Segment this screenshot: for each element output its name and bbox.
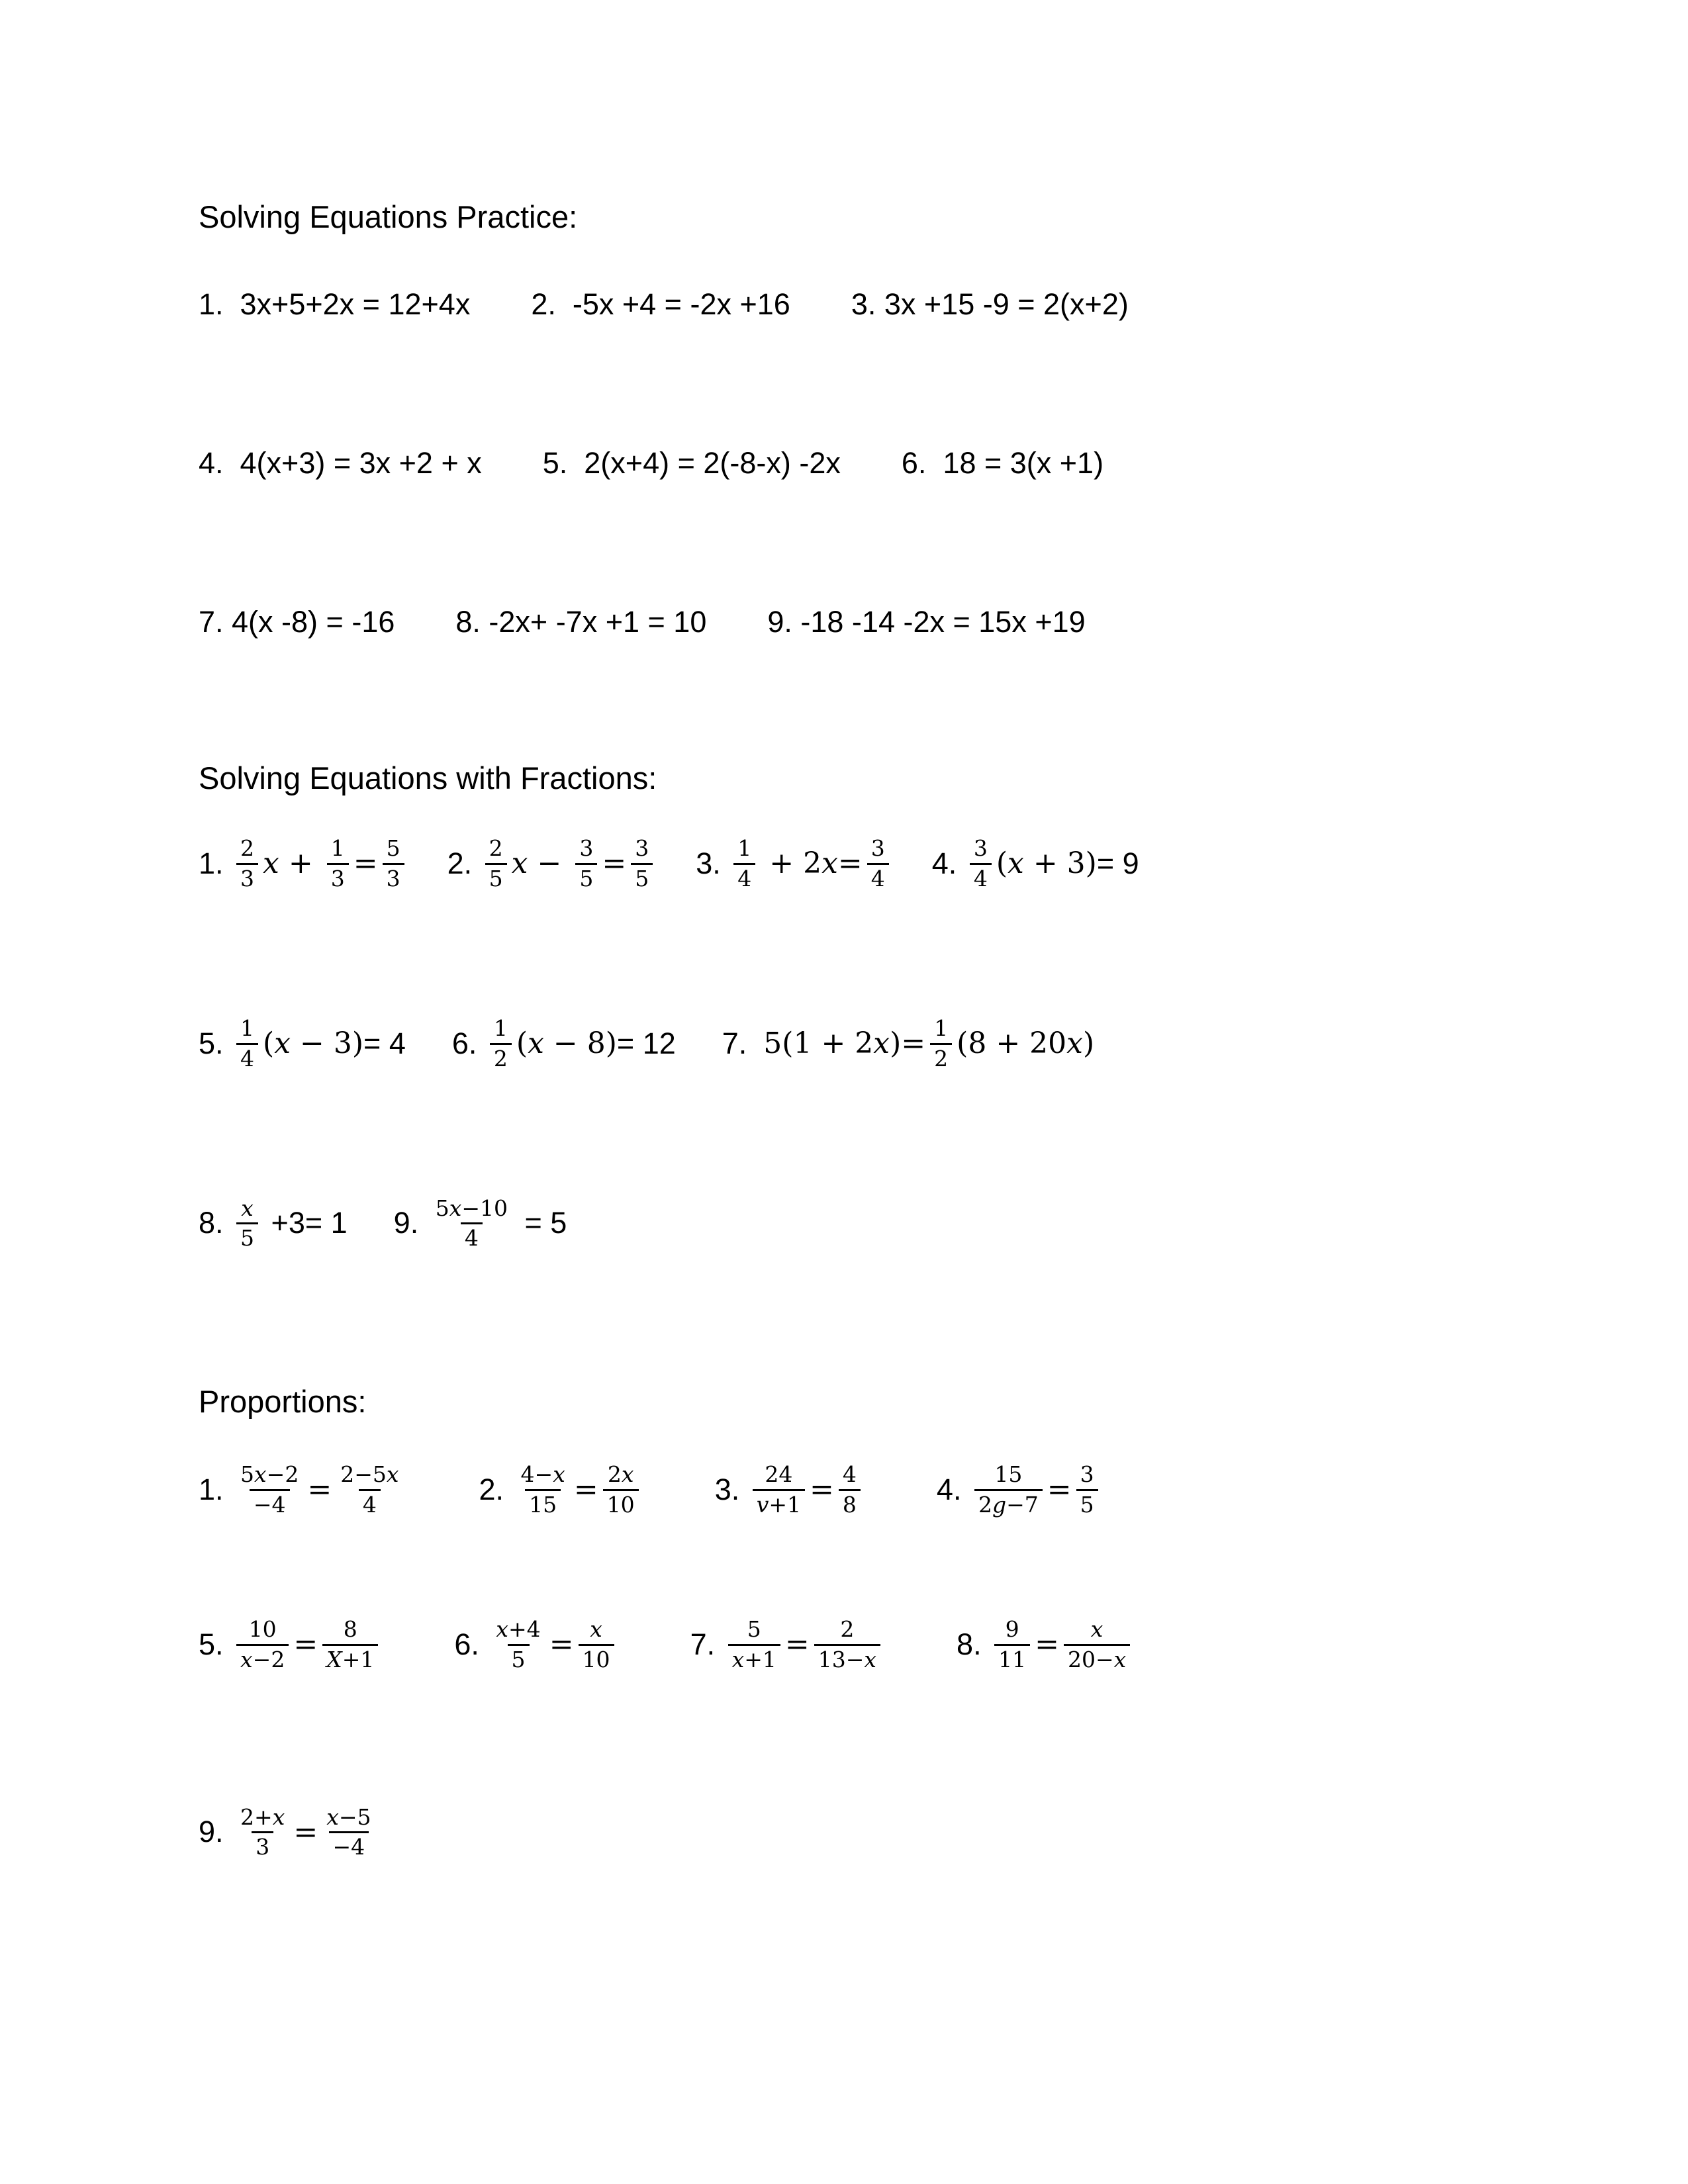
section-proportions xyxy=(199,1383,1536,1860)
fraction xyxy=(322,1617,378,1672)
fraction-numerator: x+4 xyxy=(496,1615,541,1642)
fraction xyxy=(733,836,755,891)
fraction xyxy=(753,1462,805,1518)
equation-item xyxy=(452,1016,676,1071)
math-token: = xyxy=(784,1627,810,1662)
fraction xyxy=(839,1462,861,1518)
fraction-denominator: −4 xyxy=(329,1831,369,1860)
fraction xyxy=(236,1617,289,1672)
equation-row xyxy=(199,1617,1536,1672)
fraction xyxy=(1076,1462,1098,1518)
fraction xyxy=(383,836,404,891)
fraction-denominator: 4 xyxy=(461,1222,483,1251)
math-token: = xyxy=(293,1627,318,1662)
math-variable: x xyxy=(553,1461,565,1487)
fraction-denominator: X+1 xyxy=(322,1644,378,1672)
equation-item xyxy=(394,1196,567,1251)
fraction-numerator: 4 xyxy=(842,1461,857,1487)
fraction xyxy=(485,836,507,891)
fraction-numerator: x−5 xyxy=(326,1803,371,1830)
math-token: = xyxy=(1047,1473,1072,1507)
fraction xyxy=(236,836,258,891)
math-token: + 2x= xyxy=(760,846,863,881)
equation-item xyxy=(447,836,658,891)
math-variable: x xyxy=(326,1803,339,1830)
fraction-denominator: −4 xyxy=(250,1489,290,1518)
math-variable: x xyxy=(864,1646,877,1672)
text-token: = 5 xyxy=(516,1206,567,1240)
fraction-numerator: 5 xyxy=(747,1615,761,1642)
text-token: 9. xyxy=(393,1206,427,1240)
equation-row xyxy=(199,836,1536,891)
math-variable: x xyxy=(511,846,528,881)
fraction-numerator: 3 xyxy=(973,835,988,861)
math-token: 5(1 + 2x)= xyxy=(763,1026,926,1061)
fraction xyxy=(970,836,992,891)
fraction xyxy=(490,1016,512,1071)
section-title: Solving Equations Practice: xyxy=(199,199,578,234)
fraction-numerator: 2 xyxy=(240,835,255,861)
equation-item xyxy=(937,1462,1103,1518)
fraction xyxy=(814,1617,880,1672)
math-variable: x xyxy=(274,1026,291,1061)
fraction xyxy=(603,1462,639,1518)
fraction-denominator: 10 xyxy=(579,1644,614,1672)
fraction-numerator: 2 xyxy=(489,835,503,861)
fraction-numerator xyxy=(237,1196,258,1223)
fraction-denominator: 5 xyxy=(485,863,507,891)
equation-row xyxy=(199,446,1536,480)
math-token: x − xyxy=(511,846,571,881)
equation-row xyxy=(199,1196,1536,1251)
math-variable: x xyxy=(272,1803,285,1830)
worksheet-content xyxy=(199,199,1536,1860)
text-token: 4. xyxy=(936,1472,970,1506)
fraction-numerator xyxy=(1087,1617,1107,1644)
fraction-numerator: 3 xyxy=(635,835,649,861)
fraction-numerator: 4−x xyxy=(520,1461,565,1487)
text-token: +3= 1 xyxy=(263,1206,348,1240)
equation-item xyxy=(696,836,894,891)
text-token: 2. xyxy=(479,1472,512,1506)
fraction-denominator: x−2 xyxy=(236,1644,289,1672)
math-token: (x − 8) xyxy=(516,1026,617,1061)
section-solving-equations-with-fractions xyxy=(199,760,1536,1251)
fraction xyxy=(930,1016,952,1071)
math-variable: x xyxy=(821,846,838,881)
equation-item xyxy=(767,605,1085,639)
fraction-numerator: 2−5x xyxy=(340,1461,399,1487)
text-token: 6. xyxy=(451,1026,485,1060)
equation-item xyxy=(199,1805,379,1860)
fraction-numerator: 10 xyxy=(248,1615,277,1642)
equation-row xyxy=(199,605,1536,639)
equation-item xyxy=(199,1617,383,1672)
section-solving-equations-practice xyxy=(199,199,1536,639)
fraction-denominator: 13−x xyxy=(814,1644,880,1672)
equation-item xyxy=(543,446,841,480)
equation-item xyxy=(479,1462,643,1518)
fraction-denominator: 15 xyxy=(525,1489,561,1518)
fraction-numerator: 1 xyxy=(240,1015,255,1041)
fraction-numerator: 5x−2 xyxy=(240,1461,299,1487)
math-variable: x xyxy=(254,1461,267,1487)
fraction-denominator: 2g−7 xyxy=(974,1489,1043,1518)
fraction-denominator: 4 xyxy=(733,863,755,891)
text-token: 5. 2(x+4) = 2(-8-x) -2x xyxy=(542,446,841,480)
math-variable: x xyxy=(590,1615,602,1642)
math-token: = xyxy=(1035,1627,1059,1662)
fraction-denominator: 11 xyxy=(994,1644,1030,1672)
text-token: 8. xyxy=(199,1206,232,1240)
math-variable: x xyxy=(240,1646,253,1672)
math-variable: x xyxy=(386,1461,399,1487)
text-token: 2. xyxy=(447,846,481,880)
fraction-denominator: v+1 xyxy=(753,1489,805,1518)
equation-item xyxy=(199,1462,407,1518)
fraction xyxy=(728,1617,780,1672)
fraction-numerator: 3 xyxy=(870,835,885,861)
text-token: 6. xyxy=(454,1627,488,1661)
text-token: 1. xyxy=(199,1472,232,1506)
math-variable: x xyxy=(449,1195,462,1221)
fraction-denominator: 2 xyxy=(490,1043,512,1071)
math-variable: x xyxy=(1008,846,1024,881)
text-token: 9. -18 -14 -2x = 15x +19 xyxy=(767,605,1086,639)
math-variable: x xyxy=(1113,1646,1127,1672)
math-token: = xyxy=(602,846,627,881)
text-token: 6. 18 = 3(x +1) xyxy=(901,446,1104,480)
section-title: Solving Equations with Fractions: xyxy=(199,760,657,796)
equation-item xyxy=(531,287,790,322)
fraction-denominator: 5 xyxy=(575,863,597,891)
equation-item xyxy=(957,1617,1135,1672)
text-token: 9. xyxy=(199,1815,232,1849)
text-token: 3. xyxy=(714,1472,748,1506)
fraction xyxy=(322,1805,375,1860)
math-token: = xyxy=(293,1815,318,1849)
text-token: = 12 xyxy=(616,1026,676,1060)
fraction-numerator: 1 xyxy=(737,835,752,861)
math-token: (x + 3) xyxy=(996,846,1097,881)
fraction-denominator: 3 xyxy=(327,863,349,891)
fraction-denominator: 8 xyxy=(839,1489,861,1518)
section-title: Proportions: xyxy=(199,1384,367,1420)
equation-item xyxy=(199,1016,406,1071)
math-variable: x xyxy=(496,1615,509,1642)
math-token: x + xyxy=(263,846,322,881)
fraction-denominator: 20−x xyxy=(1064,1644,1130,1672)
text-token: 8. -2x+ -7x +1 = 10 xyxy=(455,605,707,639)
text-token: 3. xyxy=(696,846,729,880)
fraction-numerator: 5 xyxy=(386,835,400,861)
text-token: 7. xyxy=(690,1627,724,1661)
fraction-denominator: 5 xyxy=(508,1644,530,1672)
fraction-numerator: 3 xyxy=(579,835,594,861)
math-variable: x xyxy=(263,846,279,881)
fraction xyxy=(517,1462,569,1518)
fraction xyxy=(1064,1617,1130,1672)
math-variable: x xyxy=(241,1195,254,1221)
equation-row xyxy=(199,1805,1536,1860)
fraction-denominator: 3 xyxy=(252,1831,273,1860)
text-token: 4. 4(x+3) = 3x +2 + x xyxy=(199,446,482,480)
fraction-denominator: 4 xyxy=(970,863,992,891)
equation-item xyxy=(902,446,1103,480)
equation-item xyxy=(199,605,395,639)
text-token: 1. 3x+5+2x = 12+4x xyxy=(199,287,471,322)
fraction xyxy=(994,1617,1030,1672)
equation-item xyxy=(690,1617,885,1672)
text-token: 7. xyxy=(722,1026,764,1060)
text-token: 1. xyxy=(199,846,232,880)
equation-item xyxy=(454,1617,618,1672)
math-variable: X xyxy=(326,1646,342,1672)
fraction xyxy=(492,1617,544,1672)
text-token: = 4 xyxy=(363,1026,406,1060)
math-variable: x xyxy=(731,1646,745,1672)
fraction-numerator: 2x xyxy=(607,1461,634,1487)
math-variable: x xyxy=(528,1026,544,1061)
text-token: 2. -5x +4 = -2x +16 xyxy=(531,287,790,322)
fraction xyxy=(336,1462,402,1518)
equation-row xyxy=(199,287,1536,322)
math-variable: x xyxy=(1066,1026,1083,1061)
fraction-denominator: 4 xyxy=(359,1489,381,1518)
math-variable: x xyxy=(621,1461,634,1487)
fraction xyxy=(327,836,349,891)
math-token: (8 + 20x) xyxy=(957,1026,1095,1061)
fraction-numerator: 3 xyxy=(1080,1461,1094,1487)
fraction xyxy=(236,1016,258,1071)
equation-row xyxy=(199,1462,1536,1518)
fraction-denominator: 3 xyxy=(383,863,404,891)
math-variable: x xyxy=(1090,1615,1103,1642)
fraction-denominator: 4 xyxy=(867,863,889,891)
fraction-denominator: 3 xyxy=(236,863,258,891)
fraction xyxy=(236,1805,289,1860)
fraction-denominator: 5 xyxy=(236,1222,258,1251)
fraction xyxy=(236,1462,303,1518)
math-variable: g xyxy=(992,1491,1007,1518)
equation-item xyxy=(199,446,482,480)
fraction-numerator: 1 xyxy=(330,835,345,861)
math-token: (x − 3) xyxy=(263,1026,364,1061)
math-variable: v xyxy=(756,1491,769,1518)
math-variable: x xyxy=(873,1026,890,1061)
fraction-numerator: 2 xyxy=(840,1615,855,1642)
fraction-denominator: 5 xyxy=(1076,1489,1098,1518)
text-token: 4. xyxy=(931,846,965,880)
fraction-numerator: 24 xyxy=(765,1461,793,1487)
fraction xyxy=(974,1462,1043,1518)
equation-item xyxy=(851,287,1129,322)
fraction-denominator: x+1 xyxy=(728,1644,780,1672)
math-token: = xyxy=(549,1627,574,1662)
equation-item xyxy=(199,836,409,891)
equation-item xyxy=(715,1462,865,1518)
fraction xyxy=(867,836,889,891)
fraction-numerator: 8 xyxy=(343,1615,357,1642)
fraction-numerator: 1 xyxy=(493,1015,508,1041)
fraction-numerator: 15 xyxy=(994,1461,1023,1487)
fraction-numerator: 1 xyxy=(934,1015,949,1041)
fraction-numerator: 9 xyxy=(1005,1615,1019,1642)
fraction-numerator: 2+x xyxy=(240,1803,285,1830)
fraction-numerator xyxy=(586,1617,606,1644)
fraction xyxy=(575,836,597,891)
text-token: 5. xyxy=(199,1627,232,1661)
fraction-denominator: 10 xyxy=(603,1489,639,1518)
fraction xyxy=(631,836,653,891)
fraction xyxy=(432,1196,512,1251)
fraction-denominator: 4 xyxy=(236,1043,258,1071)
equation-item xyxy=(199,287,470,322)
fraction-denominator: 2 xyxy=(930,1043,952,1071)
equation-row xyxy=(199,1016,1536,1071)
fraction-numerator: 5x−10 xyxy=(435,1195,508,1221)
math-token: = xyxy=(810,1473,834,1507)
math-token: = xyxy=(353,846,378,881)
equation-item xyxy=(722,1016,1094,1071)
math-token: = xyxy=(307,1473,332,1507)
text-token: 3. 3x +15 -9 = 2(x+2) xyxy=(851,287,1129,322)
text-token: 8. xyxy=(957,1627,990,1661)
text-token: 5. xyxy=(199,1026,232,1060)
equation-item xyxy=(455,605,706,639)
equation-item xyxy=(199,1196,348,1251)
fraction-denominator: 5 xyxy=(631,863,653,891)
text-token: = 9 xyxy=(1096,846,1139,880)
math-token: = xyxy=(573,1473,598,1507)
fraction xyxy=(579,1617,614,1672)
equation-item xyxy=(932,836,1139,891)
text-token: 7. 4(x -8) = -16 xyxy=(199,605,395,639)
fraction xyxy=(236,1196,258,1251)
